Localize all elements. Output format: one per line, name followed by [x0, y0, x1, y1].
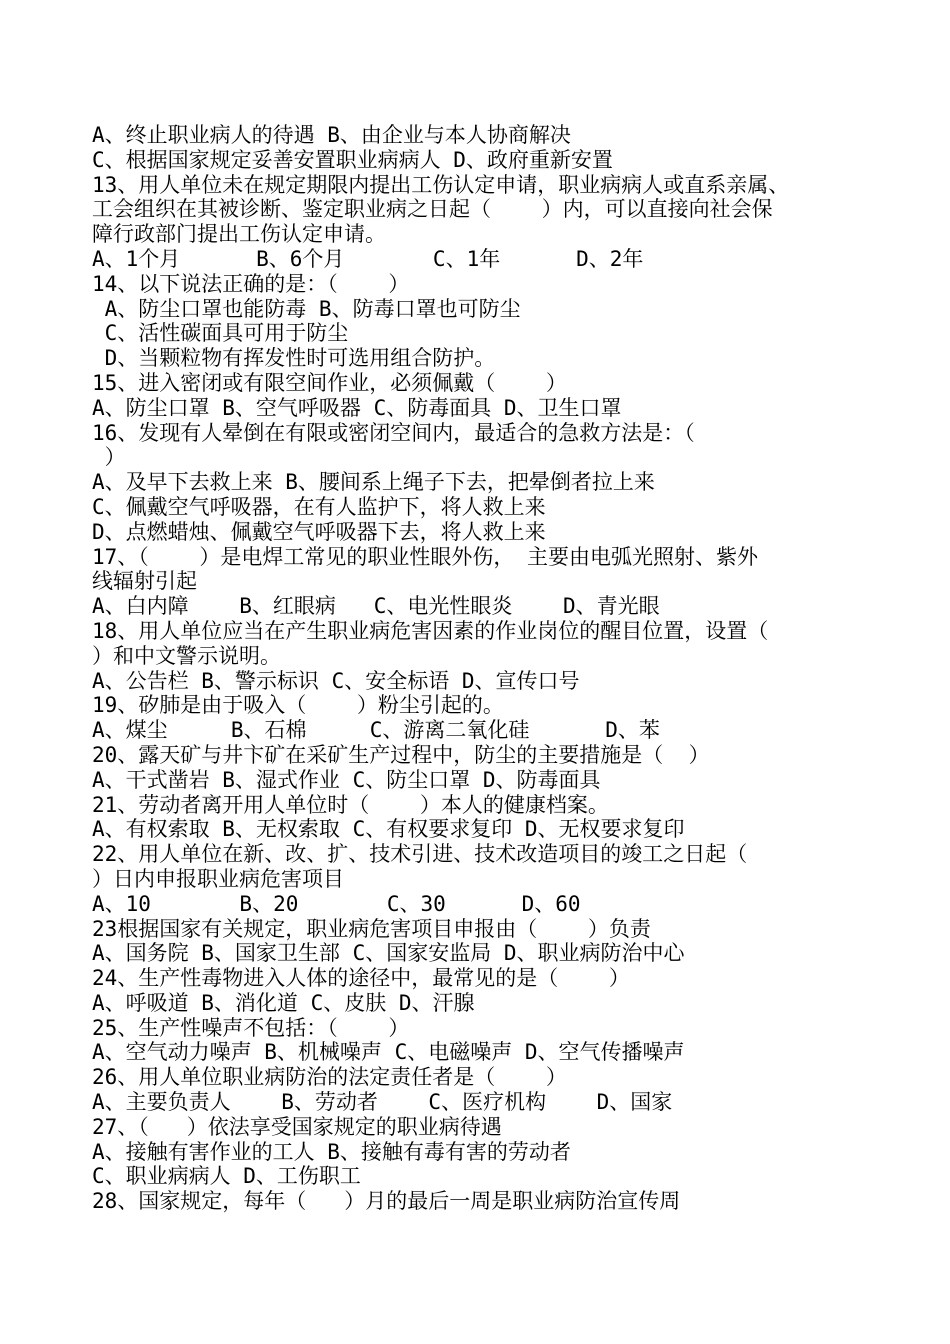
document-body	[92, 123, 872, 1214]
options-line: A、呼吸道 B、消化道 C、皮肤 D、汗腺	[92, 990, 475, 1015]
options-line: A、1个月 B、6个月 C、1年 D、2年	[92, 246, 644, 271]
text-line: 障行政部门提出工伤认定申请。	[92, 222, 386, 247]
question-25-line: 25、生产性噪声不包括：（ ）	[92, 1015, 410, 1040]
question-22-line: 22、用人单位在新、改、扩、技术引进、技术改造项目的竣工之日起（	[92, 842, 748, 867]
question-26-line: 26、用人单位职业病防治的法定责任者是（ ）	[92, 1065, 567, 1090]
options-line: A、10 B、20 C、30 D、60	[92, 891, 581, 916]
question-20-line: 20、露天矿与井卞矿在采矿生产过程中，防尘的主要措施是（ ）	[92, 742, 710, 767]
question-14-line: 14、以下说法正确的是：（ ）	[92, 271, 410, 296]
options-line: A、国务院 B、国家卫生部 C、国家安监局 D、职业病防治中心	[92, 941, 685, 966]
options-line: A、空气动力噪声 B、机械噪声 C、电磁噪声 D、空气传播噪声	[92, 1040, 685, 1065]
options-line: A、有权索取 B、无权索取 C、有权要求复印 D、无权要求复印	[92, 817, 685, 842]
question-15-line: 15、进入密闭或有限空间作业，必须佩戴（ ）	[92, 370, 567, 395]
text-line: ）和中文警示说明。	[92, 643, 281, 668]
options-line: C、活性碳面具可用于防尘	[92, 321, 349, 346]
question-19-line: 19、矽肺是由于吸入（ ）粉尘引起的。	[92, 693, 504, 718]
question-23-line: 23根据国家有关规定，职业病危害项目申报由（ ）负责	[92, 916, 651, 941]
text-line: ）日内申报职业病危害项目	[92, 866, 344, 891]
options-line: A、主要负责人 B、劳动者 C、医疗机构 D、国家	[92, 1090, 673, 1115]
options-line: A、煤尘 B、石棉 C、游离二氧化硅 D、苯	[92, 718, 660, 743]
options-line: C、职业病病人 D、工伤职工	[92, 1164, 361, 1189]
options-line: A、防尘口罩 B、空气呼吸器 C、防毒面具 D、卫生口罩	[92, 395, 622, 420]
options-line: C、佩戴空气呼吸器，在有人监护下，将人救上来	[92, 494, 546, 519]
question-17-line: 17、（ ）是电焊工常见的职业性眼外伤， 主要由电弧光照射、紫外	[92, 544, 758, 569]
options-line: A、公告栏 B、警示标识 C、安全标语 D、宣传口号	[92, 668, 580, 693]
options-line: A、及早下去救上来 B、腰间系上绳子下去，把晕倒者拉上来	[92, 470, 655, 495]
question-28-line: 28、国家规定，每年（ ）月的最后一周是职业病防治宣传周	[92, 1189, 681, 1214]
question-21-line: 21、劳动者离开用人单位时（ ）本人的健康档案。	[92, 792, 609, 817]
options-line: A、防尘口罩也能防毒 B、防毒口罩也可防尘	[92, 296, 521, 321]
question-27-line: 27、（ ）依法享受国家规定的职业病待遇	[92, 1114, 502, 1139]
options-line: D、当颗粒物有挥发性时可选用组合防护。	[92, 346, 496, 371]
question-16-line: 16、发现有人晕倒在有限或密闭空间内，最适合的急救方法是：（	[92, 420, 695, 445]
options-line: D、点燃蜡烛、佩戴空气呼吸器下去，将人救上来	[92, 519, 546, 544]
text-line: 线辐射引起	[92, 569, 197, 594]
question-18-line: 18、用人单位应当在产生职业病危害因素的作业岗位的醒目位置，设置（	[92, 618, 769, 643]
options-line: A、干式凿岩 B、湿式作业 C、防尘口罩 D、防毒面具	[92, 767, 601, 792]
text-line: C、根据国家规定妥善安置职业病病人 D、政府重新安置	[92, 147, 613, 172]
question-24-line: 24、生产性毒物进入人体的途径中，最常见的是（ ）	[92, 966, 630, 991]
text-line: 工会组织在其被诊断、鉴定职业病之日起（ ）内，可以直接向社会保	[92, 197, 773, 222]
options-line: A、白内障 B、红眼病 C、电光性眼炎 D、青光眼	[92, 594, 660, 619]
text-line: ）	[92, 445, 126, 470]
options-line: A、接触有害作业的工人 B、接触有毒有害的劳动者	[92, 1139, 571, 1164]
text-line: A、终止职业病人的待遇 B、由企业与本人协商解决	[92, 123, 571, 147]
question-13-line: 13、用人单位未在规定期限内提出工伤认定申请，职业病病人或直系亲属、	[92, 172, 790, 197]
